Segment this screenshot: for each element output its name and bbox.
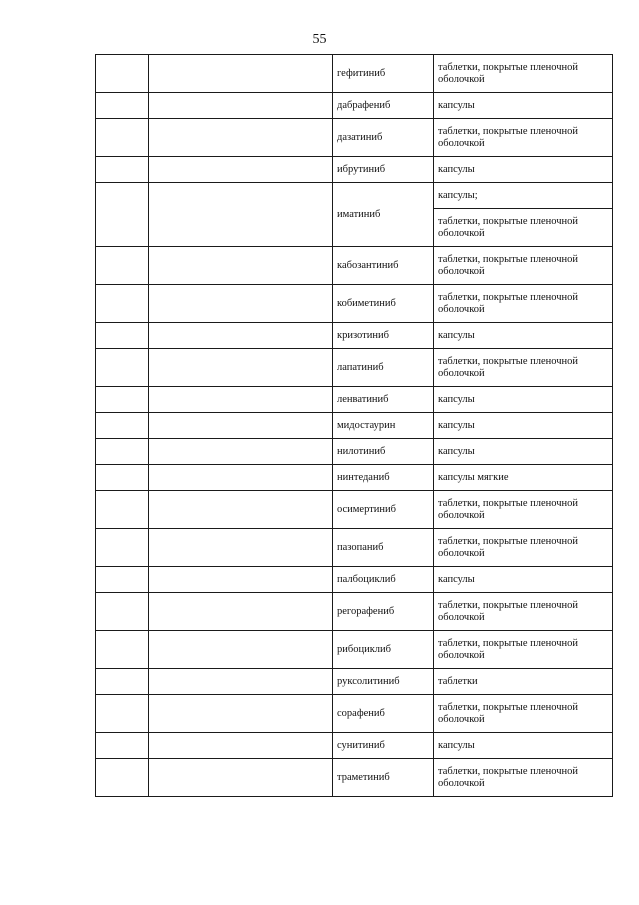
- table-row: [96, 349, 613, 387]
- empty-cell-number: [96, 733, 149, 759]
- empty-cell-number: [96, 387, 149, 413]
- drug-name-cell: рибоциклиб: [333, 631, 434, 669]
- empty-cell-number: [96, 157, 149, 183]
- drug-name-cell: гефитиниб: [333, 55, 434, 93]
- empty-cell-number: [96, 567, 149, 593]
- empty-cell-number: [96, 55, 149, 93]
- empty-cell-group: [149, 491, 333, 529]
- table-row: [96, 157, 613, 183]
- drug-name-cell: регорафениб: [333, 593, 434, 631]
- dosage-form-cell: капсулы: [434, 733, 613, 759]
- empty-cell-number: [96, 247, 149, 285]
- table-row: [96, 593, 613, 631]
- empty-cell-group: [149, 593, 333, 631]
- table-row: [96, 695, 613, 733]
- table-row: [96, 93, 613, 119]
- empty-cell-number: [96, 413, 149, 439]
- empty-cell-number: [96, 183, 149, 247]
- empty-cell-number: [96, 465, 149, 491]
- dosage-form-cell: таблетки, покрытые пленочной оболочкой: [434, 55, 613, 93]
- drug-name-cell: траметиниб: [333, 759, 434, 797]
- empty-cell-group: [149, 669, 333, 695]
- table-row: [96, 119, 613, 157]
- dosage-form-cell: таблетки, покрытые пленочной оболочкой: [434, 209, 613, 247]
- empty-cell-group: [149, 93, 333, 119]
- drug-name-cell: пазопаниб: [333, 529, 434, 567]
- drug-name-cell: нилотиниб: [333, 439, 434, 465]
- table-row: [96, 529, 613, 567]
- empty-cell-number: [96, 285, 149, 323]
- page-number: 55: [312, 32, 327, 47]
- drug-name-cell: мидостаурин: [333, 413, 434, 439]
- dosage-form-cell: таблетки, покрытые пленочной оболочкой: [434, 631, 613, 669]
- dosage-form-cell: таблетки, покрытые пленочной оболочкой: [434, 119, 613, 157]
- table-row: [96, 323, 613, 349]
- table-row: [96, 733, 613, 759]
- empty-cell-group: [149, 631, 333, 669]
- table-row: [96, 759, 613, 797]
- dosage-form-cell: капсулы: [434, 413, 613, 439]
- empty-cell-number: [96, 349, 149, 387]
- drug-name-cell: палбоциклиб: [333, 567, 434, 593]
- table-row: [96, 631, 613, 669]
- dosage-form-cell: капсулы: [434, 93, 613, 119]
- dosage-form-cell: таблетки: [434, 669, 613, 695]
- empty-cell-number: [96, 631, 149, 669]
- dosage-form-cell: капсулы: [434, 387, 613, 413]
- empty-cell-number: [96, 669, 149, 695]
- table-row: [96, 183, 613, 209]
- empty-cell-group: [149, 759, 333, 797]
- drug-name-cell: нинтеданиб: [333, 465, 434, 491]
- dosage-form-cell: таблетки, покрытые пленочной оболочкой: [434, 247, 613, 285]
- empty-cell-number: [96, 93, 149, 119]
- drug-name-cell: сорафениб: [333, 695, 434, 733]
- empty-cell-number: [96, 491, 149, 529]
- table-row: [96, 439, 613, 465]
- empty-cell-group: [149, 247, 333, 285]
- table-row: [96, 55, 613, 93]
- drug-name-cell: осимертиниб: [333, 491, 434, 529]
- empty-cell-group: [149, 439, 333, 465]
- drug-name-cell: иматиниб: [333, 183, 434, 247]
- table-row: [96, 247, 613, 285]
- dosage-form-cell: капсулы: [434, 157, 613, 183]
- empty-cell-number: [96, 323, 149, 349]
- drug-name-cell: ибрутиниб: [333, 157, 434, 183]
- dosage-form-cell: капсулы мягкие: [434, 465, 613, 491]
- empty-cell-group: [149, 529, 333, 567]
- drug-table-body: [96, 55, 613, 797]
- empty-cell-group: [149, 183, 333, 247]
- dosage-form-cell: капсулы;: [434, 183, 613, 209]
- table-row: [96, 413, 613, 439]
- empty-cell-group: [149, 285, 333, 323]
- table-row: [96, 491, 613, 529]
- empty-cell-number: [96, 695, 149, 733]
- empty-cell-group: [149, 323, 333, 349]
- table-row: [96, 285, 613, 323]
- dosage-form-cell: таблетки, покрытые пленочной оболочкой: [434, 529, 613, 567]
- dosage-form-cell: капсулы: [434, 323, 613, 349]
- table-row: [96, 465, 613, 491]
- empty-cell-group: [149, 567, 333, 593]
- empty-cell-number: [96, 439, 149, 465]
- dosage-form-cell: таблетки, покрытые пленочной оболочкой: [434, 695, 613, 733]
- dosage-form-cell: таблетки, покрытые пленочной оболочкой: [434, 285, 613, 323]
- drug-name-cell: ленватиниб: [333, 387, 434, 413]
- drug-name-cell: кобиметиниб: [333, 285, 434, 323]
- empty-cell-number: [96, 529, 149, 567]
- drug-table: [95, 54, 613, 797]
- table-row: [96, 387, 613, 413]
- drug-name-cell: кабозантиниб: [333, 247, 434, 285]
- drug-name-cell: лапатиниб: [333, 349, 434, 387]
- dosage-form-cell: таблетки, покрытые пленочной оболочкой: [434, 759, 613, 797]
- empty-cell-group: [149, 55, 333, 93]
- drug-name-cell: руксолитиниб: [333, 669, 434, 695]
- dosage-form-cell: капсулы: [434, 567, 613, 593]
- empty-cell-number: [96, 593, 149, 631]
- empty-cell-group: [149, 349, 333, 387]
- empty-cell-group: [149, 157, 333, 183]
- drug-name-cell: дабрафениб: [333, 93, 434, 119]
- dosage-form-cell: таблетки, покрытые пленочной оболочкой: [434, 491, 613, 529]
- empty-cell-group: [149, 695, 333, 733]
- dosage-form-cell: таблетки, покрытые пленочной оболочкой: [434, 593, 613, 631]
- empty-cell-number: [96, 119, 149, 157]
- empty-cell-group: [149, 413, 333, 439]
- drug-name-cell: дазатиниб: [333, 119, 434, 157]
- empty-cell-number: [96, 759, 149, 797]
- empty-cell-group: [149, 465, 333, 491]
- empty-cell-group: [149, 387, 333, 413]
- drug-name-cell: кризотиниб: [333, 323, 434, 349]
- empty-cell-group: [149, 733, 333, 759]
- dosage-form-cell: таблетки, покрытые пленочной оболочкой: [434, 349, 613, 387]
- empty-cell-group: [149, 119, 333, 157]
- table-row: [96, 567, 613, 593]
- dosage-form-cell: капсулы: [434, 439, 613, 465]
- table-row: [96, 669, 613, 695]
- drug-name-cell: сунитиниб: [333, 733, 434, 759]
